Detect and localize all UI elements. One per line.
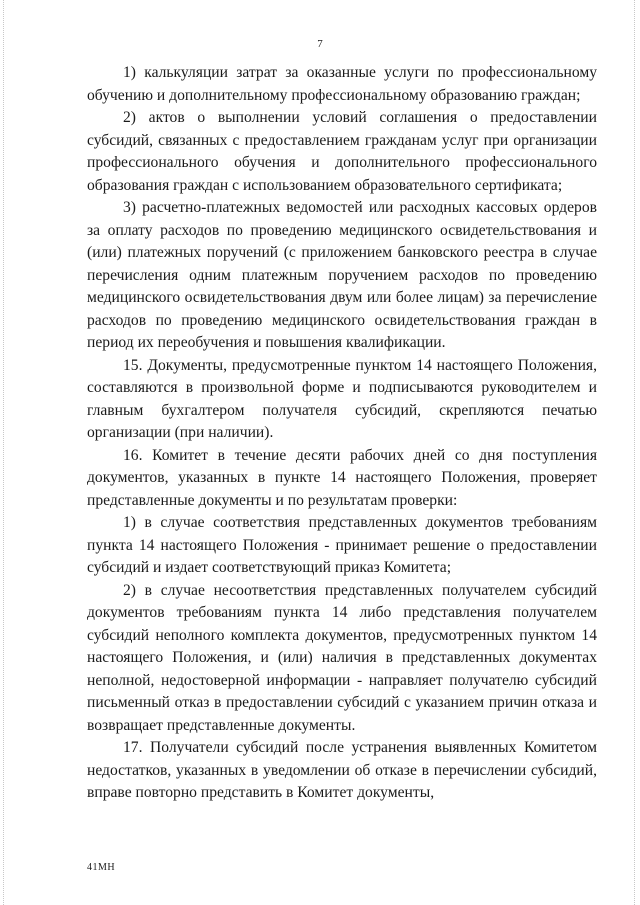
paragraph-clause-16-item-1: 1) в случае соответствия представленных документов требованиям пункта 14 настоящего Положения - принимает решение о предоставлении субсидий и издает соответствующий приказ Комитета; [87,514,597,576]
paragraph-acts: 2) актов о выполнении условий соглашения о предоставлении субсидий, связанных с предоставлением гражданам услуг при организации профессионального обучения и дополнительного профессионального образования граждан с использованием образовательного сертификата; [87,109,597,194]
document-body [87,62,597,805]
paragraph-clause-17: 17. Получатели субсидий после устранения выявленных Комитетом недостатков, указанных в уведомлении об отказе в перечислении субсидий, вправе повторно представить в Комитет документы, [87,739,597,801]
scan-edge-right [634,0,636,905]
paragraph-clause-15: 15. Документы, предусмотренные пунктом 14 настоящего Положения, составляются в произвольной форме и подписываются руководителем и главным бухгалтером получателя субсидий, скрепляются печатью организации (при наличии). [87,356,597,441]
paragraph-payment-statements: 3) расчетно-платежных ведомостей или расходных кассовых ордеров за оплату расходов по проведению медицинского освидетельствования и (или) платежных поручений (с приложением банковского реестра в случае перечисления одним платежным поручением расходов по проведению медицинского освидетельствования двум или более лицам) за перечисление расходов по проведению медицинского освидетельствования граждан в период их переобучения и повышения квалификации. [87,199,597,351]
page-number: 7 [317,38,323,50]
paragraph-clause-16: 16. Комитет в течение десяти рабочих дней со дня поступления документов, указанных в пункте 14 настоящего Положения, проверяет представленные документы и по результатам проверки: [87,446,597,509]
paragraph-clause-16-item-2: 2) в случае несоответствия представленных получателем субсидий документов требованиям пункта 14 либо представления получателем субсидий неполного комплекта документов, предусмотренных пунктом 14 настоящего Положения, и (или) наличия в представленных документах неполной, недостоверной информации - направляет получателю субсидий письменный отказ в предоставлении субсидий с указанием причин отказа и возвращает представленные документы. [87,581,597,734]
paragraph-calculation: 1) калькуляции затрат за оказанные услуги по профессиональному обучению и дополнительному профессиональному образованию граждан; [87,64,597,104]
scan-edge-left [3,0,5,905]
footer-document-code: 41МН [87,862,116,873]
